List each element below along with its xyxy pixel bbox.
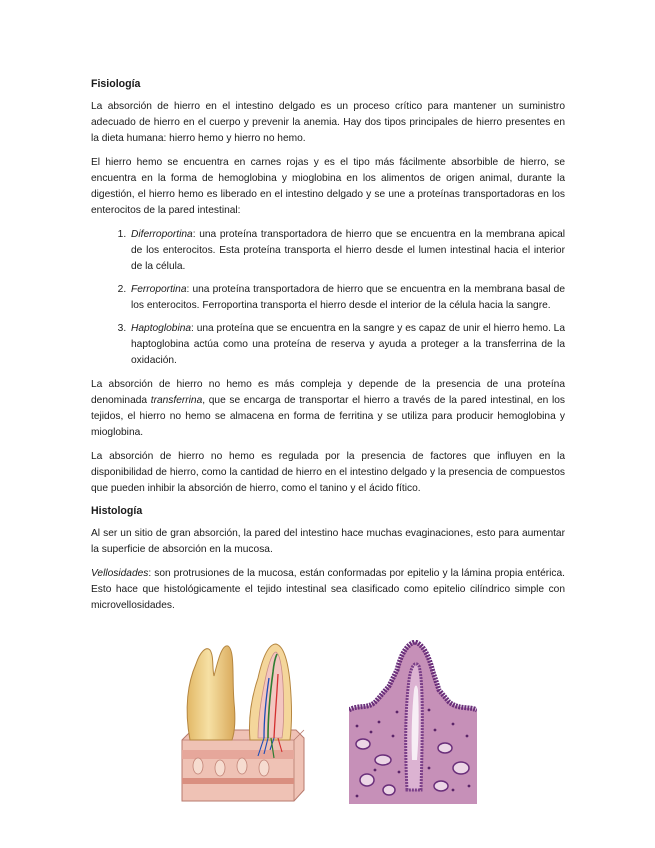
paragraph: La absorción de hierro no hemo es regulada por la presencia de factores que influyen en la disponibilidad de hierro, como la cantidad de hierro en el intestino delgado y la presencia de compuestos que pueden inhibir la absorción de hierro, como el tanino y el ácido fítico. (91, 451, 565, 494)
list-item (129, 321, 565, 369)
section-title-histologia: Histología (91, 505, 143, 517)
text-run: , que se encarga de transportar el hierro a través de la pared intestinal, en los tejidos, el hierro no hemo se almacena en forma de ferritina y se utiliza para producir hemoglobina y mioglobina. (91, 395, 565, 438)
list-item (129, 227, 565, 275)
term-transferrina: transferrina (150, 395, 203, 406)
paragraph: El hierro hemo se encuentra en carnes rojas y es el tipo más fácilmente absorbible de hierro, se encuentra en la forma de hemoglobina y mioglobina en los alimentos de origen animal, durante la digestión, el hierro hemo es liberado en el intestino delgado y se une a proteínas transportadoras en los enterocitos de la pared intestinal: (91, 157, 565, 216)
text-run: La absorción de hierro no hemo es más compleja y depende de la presencia de una proteína denominada (91, 379, 565, 406)
protein-list (91, 227, 565, 369)
paragraph: Al ser un sitio de gran absorción, la pared del intestino hace muchas evaginaciones, esto para aumentar la superficie de absorción en la mucosa. (91, 528, 565, 555)
list-item-text: : una proteína transportadora de hierro que se encuentra en la membrana basal de los enterocitos. Ferroportina transporta el hierro desde el interior de la célula hacia la sangre. (131, 284, 565, 311)
list-item-term: Ferroportina (131, 284, 187, 295)
list-item-term: Diferroportina (131, 229, 193, 240)
paragraph: La absorción de hierro en el intestino delgado es un proceso crítico para mantener un suministro adecuado de hierro en el cuerpo y prevenir la anemia. Hay dos tipos principales de hierro presentes en la dieta humana: hierro hemo y hierro no hemo. (91, 101, 565, 144)
list-item (129, 282, 565, 314)
villus-histology-micrograph (349, 640, 477, 804)
paragraph (91, 377, 565, 441)
document-body (91, 78, 565, 622)
section-title-fisiologia: Fisiología (91, 78, 141, 90)
text-run: : son protrusiones de la mucosa, están conformadas por epitelio y la lámina propia entérica. Esto hace que histológicamente el tejido intestinal sea clasificado como epitelio cilíndrico simple con microvellosidades. (91, 568, 565, 611)
villi-illustration (178, 638, 308, 806)
term-vellosidades: Vellosidades (91, 568, 149, 579)
list-item-text: : una proteína transportadora de hierro que se encuentra en la membrana apical de los enterocitos. Esta proteína transporta el hierro desde el lumen intestinal hacia el interior de la célula. (131, 229, 565, 272)
list-item-term: Haptoglobina (131, 323, 192, 334)
figures (0, 638, 655, 808)
paragraph (91, 566, 565, 614)
list-item-text: : una proteína que se encuentra en la sangre y es capaz de unir el hierro hemo. La haptoglobina actúa como una proteína de reserva y ayuda a proteger a la transferrina de la oxidación. (131, 323, 565, 366)
